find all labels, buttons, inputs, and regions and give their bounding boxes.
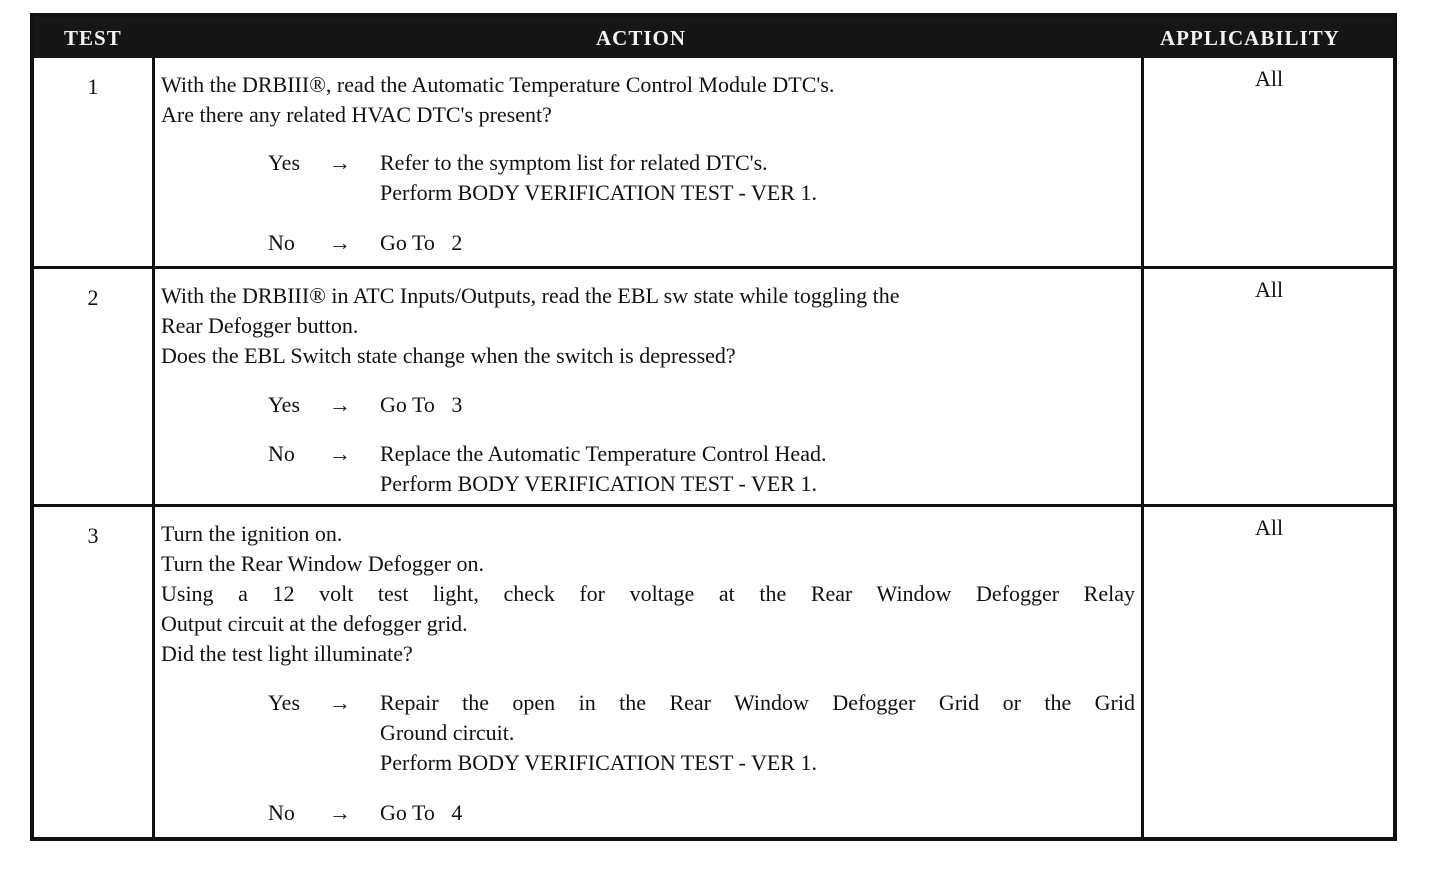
- answer-label: No: [268, 800, 295, 825]
- question-line: With the DRBIII®, read the Automatic Temperature Control Module DTC's.: [161, 72, 835, 97]
- table-header: [34, 17, 1393, 58]
- question-line: Turn the ignition on.: [161, 521, 343, 546]
- applicability-value: All: [1254, 277, 1284, 302]
- answer-line: Perform BODY VERIFICATION TEST - VER 1.: [380, 180, 817, 205]
- test-number: 1: [87, 74, 99, 99]
- answer-line: Replace the Automatic Temperature Control Head.: [380, 441, 827, 466]
- answer-label: Yes: [268, 690, 301, 715]
- arrow-icon: →: [329, 690, 351, 715]
- answer-line: Ground circuit.: [380, 720, 515, 745]
- answer-no: [161, 798, 1135, 828]
- arrow-icon: →: [329, 150, 351, 175]
- answer-label: No: [268, 230, 295, 255]
- question-line: Does the EBL Switch state change when the switch is depressed?: [161, 343, 736, 368]
- arrow-icon: →: [329, 800, 351, 825]
- table-row: [34, 507, 1393, 837]
- answer-yes: [161, 390, 1135, 420]
- test-number: 2: [87, 285, 99, 310]
- answer-line: Go To 2: [380, 230, 463, 255]
- table-row: [34, 58, 1393, 266]
- header-test: TEST: [64, 26, 122, 50]
- question-line: Using a 12 volt test light, check for voltage at the Rear Window Defogger Relay: [161, 581, 1135, 606]
- answer-line: Perform BODY VERIFICATION TEST - VER 1.: [380, 471, 817, 496]
- action-cell: [161, 70, 1135, 258]
- answer-line: Go To 4: [380, 800, 463, 825]
- question-line: Rear Defogger button.: [161, 313, 359, 338]
- question-line: Did the test light illuminate?: [161, 641, 413, 666]
- table-row: [34, 269, 1393, 504]
- answer-no: [161, 228, 1135, 258]
- answer-label: Yes: [268, 150, 301, 175]
- header-action: ACTION: [596, 26, 687, 50]
- question-line: Output circuit at the defogger grid.: [161, 611, 468, 636]
- question-line: Are there any related HVAC DTC's present?: [161, 102, 552, 127]
- answer-line: Refer to the symptom list for related DTC's.: [380, 150, 768, 175]
- answer-label: Yes: [268, 392, 301, 417]
- answer-line: Repair the open in the Rear Window Defogger Grid or the Grid: [380, 690, 1135, 715]
- answer-yes: [161, 148, 1135, 208]
- question-line: With the DRBIII® in ATC Inputs/Outputs, read the EBL sw state while toggling the: [161, 283, 900, 308]
- answer-no: [161, 439, 1135, 499]
- answer-label: No: [268, 441, 295, 466]
- test-number: 3: [87, 523, 99, 548]
- arrow-icon: →: [329, 392, 351, 417]
- arrow-icon: →: [329, 230, 351, 255]
- answer-line: Perform BODY VERIFICATION TEST - VER 1.: [380, 750, 817, 775]
- applicability-value: All: [1254, 66, 1284, 91]
- arrow-icon: →: [329, 441, 351, 466]
- answer-line: Go To 3: [380, 392, 463, 417]
- applicability-value: All: [1254, 515, 1284, 540]
- diagnostic-table: [30, 13, 1397, 841]
- header-applicability: APPLICABILITY: [1160, 26, 1340, 50]
- action-cell: [161, 281, 1135, 499]
- answer-yes: [161, 688, 1135, 778]
- action-cell: [161, 519, 1135, 828]
- question-line: Turn the Rear Window Defogger on.: [161, 551, 484, 576]
